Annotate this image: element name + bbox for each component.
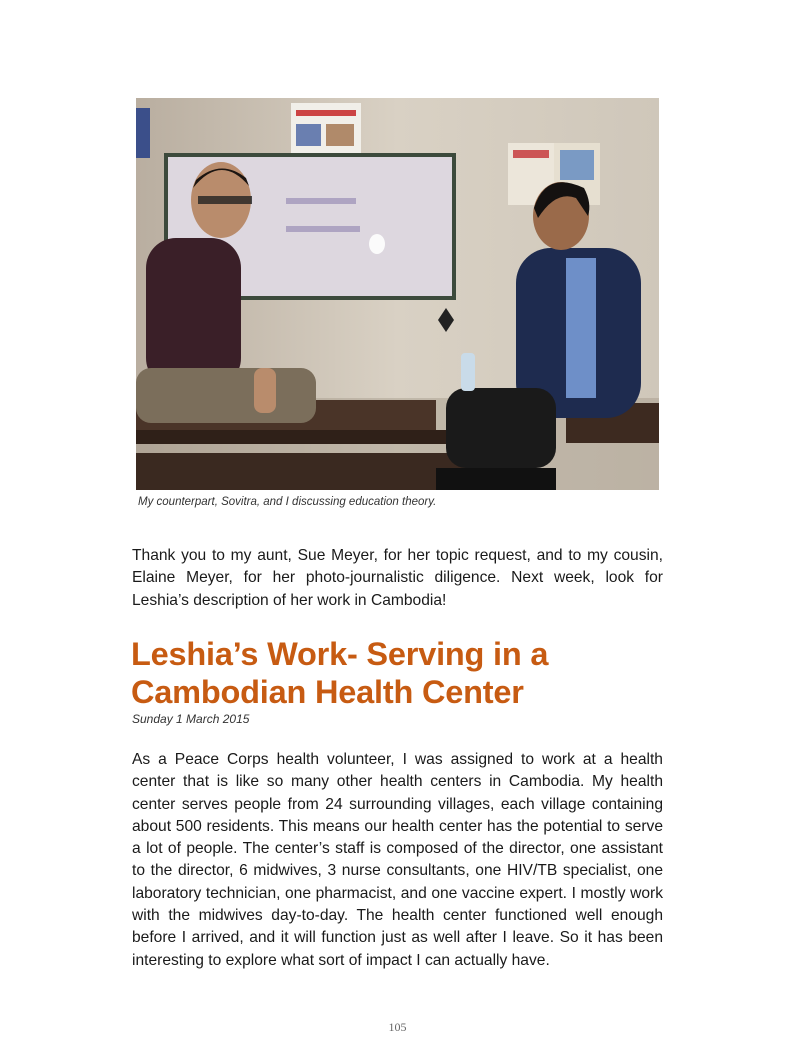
article-date: Sunday 1 March 2015 [132, 712, 250, 726]
article-title: Leshia’s Work- Serving in a Cambodian Health Center [131, 636, 549, 710]
page-number: 105 [388, 1020, 407, 1034]
intro-paragraph: Thank you to my aunt, Sue Meyer, for her topic request, and to my cousin, Elaine Meyer, for her photo-journalistic diligence. Next week, look for Leshia’s description of her work in Cambodia! [132, 547, 663, 609]
article-body: As a Peace Corps health volunteer, I was assigned to work at a health center that is like so many other health centers in Cambodia. My health center serves people from 24 surrounding villages, each village containing about 500 residents. This means our health center has the potential to serve a lot of people. The center’s staff is composed of the director, one assistant to the director, 6 midwives, 3 nurse consultants, one HIV/TB specialist, one laboratory technician, one pharmacist, and one vaccine expert. I mostly work with the midwives day-to-day. The health center functioned well enough before I arrived, and it will function just as well after I leave. So it has been interesting to explore what sort of impact I can actually have. [132, 751, 663, 969]
photo-caption: My counterpart, Sovitra, and I discussing education theory. [138, 496, 437, 508]
classroom-photo [136, 98, 659, 490]
